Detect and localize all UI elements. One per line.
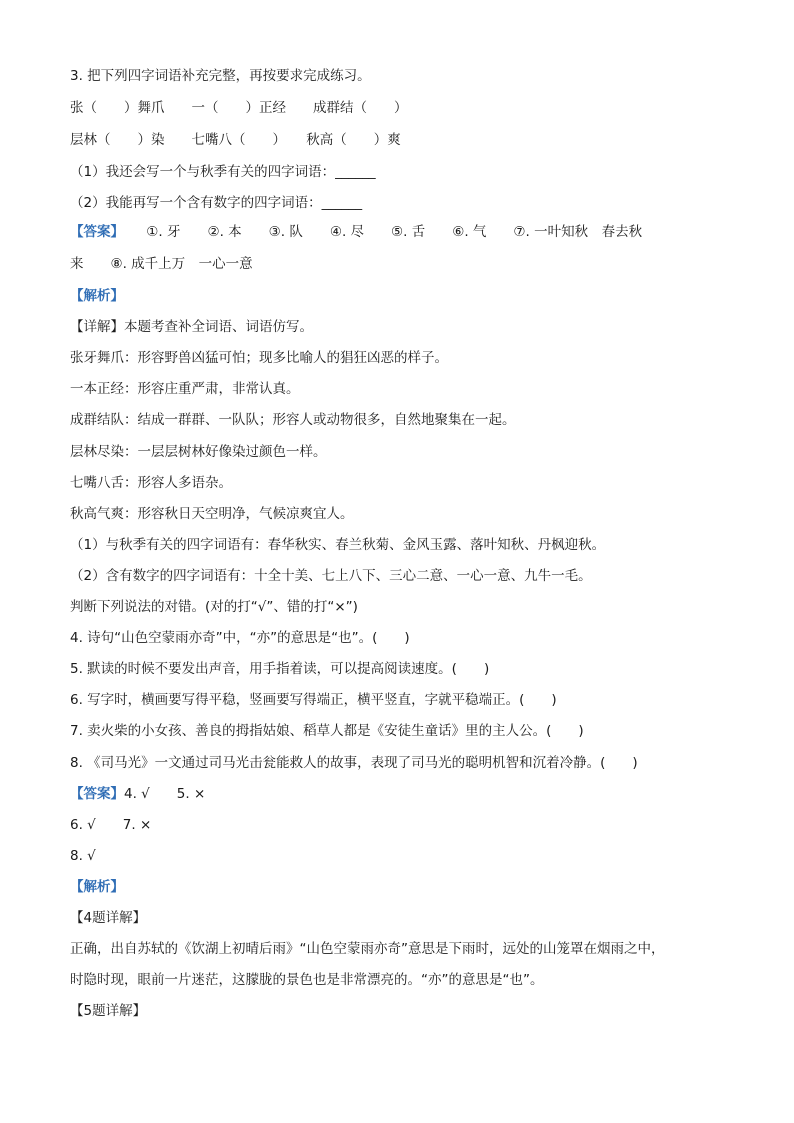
answer-4-line-1 (70, 784, 754, 804)
question-3-sub-2: （2）我能再写一个含有数字的四字词语：______ (70, 195, 363, 211)
analysis-tag: 【解析】 (70, 288, 124, 304)
answer-3-line-2: 来 ⑧. 成千上万 一心一意 (70, 256, 253, 272)
explanation-6: 秋高气爽：形容秋日天空明净，气候凉爽宜人。 (70, 506, 354, 522)
answer-4-line-2: 6. √ 7. × (70, 817, 152, 833)
explanation-3: 成群结队：结成一群群、一队队；形容人或动物很多，自然地聚集在一起。 (70, 412, 516, 428)
answer-4-line-3: 8. √ (70, 848, 96, 864)
question-3-row-2: 层林（ ）染 七嘴八（ ） 秋高（ ）爽 (70, 132, 401, 148)
answer-tag: 【答案】 (70, 224, 124, 240)
question-5: 5. 默读的时候不要发出声音，用手指着读，可以提高阅读速度。( ) (70, 661, 490, 677)
explanation-7: （1）与秋季有关的四字词语有：春华秋实、春兰秋菊、金风玉露、落叶知秋、丹枫迎秋。 (70, 537, 606, 553)
question-6: 6. 写字时，横画要写得平稳，竖画要写得端正，横平竖直，字就平稳端正。( ) (70, 692, 557, 708)
explanation-5: 七嘴八舌：形容人多语杂。 (70, 475, 232, 491)
detail-4-para-1: 正确，出自苏轼的《饮湖上初晴后雨》“山色空蒙雨亦奇”意思是下雨时，远处的山笼罩在烟雨之中， (70, 941, 665, 957)
detail-heading-5: 【5题详解】 (70, 1003, 147, 1019)
explanation-1: 张牙舞爪：形容野兽凶猛可怕；现多比喻人的猖狂凶恶的样子。 (70, 350, 448, 366)
question-3-title: 3. 把下列四字词语补充完整，再按要求完成练习。 (70, 68, 371, 84)
explanation-4: 层林尽染：一层层树林好像染过颜色一样。 (70, 444, 327, 460)
answer-3-content: ①. 牙 ②. 本 ③. 队 ④. 尽 ⑤. 舌 ⑥. 气 ⑦. 一叶知秋 春去秋 (146, 224, 643, 240)
question-3-row-1: 张（ ）舞爪 一（ ）正经 成群结（ ） (70, 100, 408, 116)
explanation-2: 一本正经：形容庄重严肃，非常认真。 (70, 381, 300, 397)
question-7: 7. 卖火柴的小女孩、善良的拇指姑娘、稻草人都是《安徒生童话》里的主人公。( ) (70, 723, 584, 739)
detail-heading-4: 【4题详解】 (70, 910, 147, 926)
answer-tag: 【答案】 (70, 786, 124, 802)
detail-heading: 【详解】本题考查补全词语、词语仿写。 (70, 319, 313, 335)
explanation-8: （2）含有数字的四字词语有：十全十美、七上八下、三心二意、一心一意、九牛一毛。 (70, 568, 592, 584)
analysis-tag: 【解析】 (70, 879, 124, 895)
answer-3-line-1 (70, 222, 754, 242)
detail-4-para-2: 时隐时现，眼前一片迷茫，这朦胧的景色也是非常漂亮的。“亦”的意思是“也”。 (70, 972, 544, 988)
answer-4-values-1: 4. √ 5. × (124, 786, 206, 802)
question-8: 8. 《司马光》一文通过司马光击瓮能救人的故事，表现了司马光的聪明机智和沉着冷静。( ) (70, 755, 638, 771)
question-4: 4. 诗句“山色空蒙雨亦奇”中，“亦”的意思是“也”。( ) (70, 630, 410, 646)
judge-intro: 判断下列说法的对错。(对的打“√”、错的打“×”) (70, 599, 358, 615)
question-3-sub-1: （1）我还会写一个与秋季有关的四字词语：______ (70, 164, 376, 180)
